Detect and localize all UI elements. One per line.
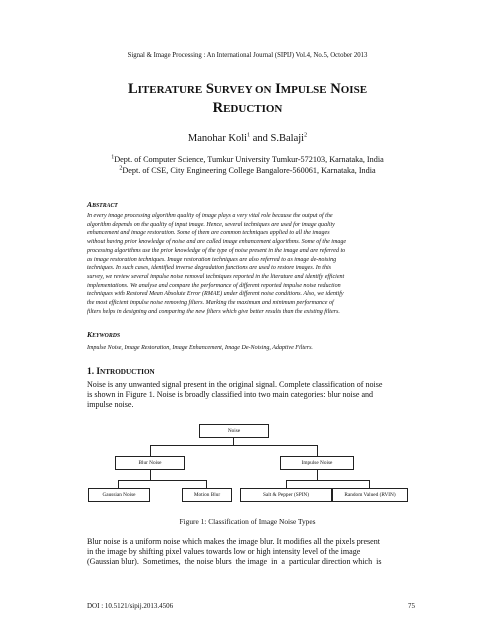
title-line-1: LITERATURE SURVEY ON IMPULSE NOISE <box>127 81 368 97</box>
node-gaussian-noise: Gaussian Noise <box>88 488 150 502</box>
affiliation: $^2$Dept. of CSE, City Engineering College Bangalore-560061, Karnataka, India <box>119 165 376 175</box>
introduction-paragraph: Noise is any unwanted signal present in the original signal. Complete classification of noise is shown in Figure 1. Noise is broadly classified into two main categories: blur noise and impulse noise. <box>87 380 383 410</box>
node-noise: Noise <box>199 424 269 438</box>
node-random-valued: Random Valued (RVIN) <box>332 488 408 502</box>
page-number: 75 <box>408 602 415 610</box>
author-name: S.Balaji <box>270 133 305 144</box>
keywords-heading: KEYWORDS <box>87 330 121 339</box>
keywords-text: Impulse Noise, Image Restoration, Image Enhancement, Image De-Noising, Adaptive Filters. <box>87 345 313 351</box>
introduction-paragraph: Blur noise is a uniform noise which makes the image blur. It modifies all the pixels present in the image by shifting pixel values towards low or high intensity level of the image (Gaussian blur). Sometimes, the noise blurs the image in a particular direction which is <box>87 537 382 567</box>
affiliation: $^1$Dept. of Computer Science, Tumkur University Tumkur-572103, Karnataka, India <box>111 154 384 164</box>
doi: DOI : 10.5121/sipij.2013.4506 <box>87 602 174 610</box>
connector <box>150 445 151 456</box>
figure-caption: Figure 1: Classification of Image Noise Types <box>179 517 316 526</box>
connector <box>150 445 317 446</box>
node-salt-pepper: Salt & Pepper (SPIN) <box>240 488 332 502</box>
connector <box>206 480 207 488</box>
authors: Manohar Koli$^1$ and S.Balaji$^2$ <box>187 132 308 144</box>
node-blur-noise: Blur Noise <box>115 456 185 470</box>
node-motion-blur: Motion Blur <box>182 488 232 502</box>
connector <box>150 470 151 480</box>
introduction-heading: 1. INTRODUCTION <box>87 367 155 377</box>
abstract-heading: ABSTRACT <box>87 200 118 209</box>
connector <box>317 470 318 480</box>
connector <box>317 445 318 456</box>
connector <box>118 480 119 488</box>
connector <box>286 480 287 488</box>
author-name: Manohar Koli <box>187 133 248 144</box>
connector <box>118 480 206 481</box>
connector <box>233 438 234 445</box>
title-line-2: REDUCTION <box>212 99 283 116</box>
node-impulse-noise: Impulse Noise <box>280 456 354 470</box>
connector <box>369 480 370 488</box>
connector <box>286 480 369 481</box>
journal-header: Signal & Image Processing : An International Journal (SIPIJ) Vol.4, No.5, October 2013 <box>127 52 368 59</box>
abstract-body: In every image processing algorithm quality of image plays a very vital role because the output of the algorithm depends on the quality of input image. Hence, several techniques are used for image quality enhancement and image restoration. Some of them are common techniques applied to all the images without having prior knowledge of noise and are called image enhancement algorithms. Some of the image processing algorithms use the prior knowledge of the type of noise present in the image and are referred to as image restoration techniques. Image restoration techniques are also referred to as image de-noising techniques. In such cases, identified inverse degradation functions are used to restore images. In this survey, we review several impulse noise removal techniques reported in the literature and identify efficient implementations. We analyse and compare the performance of different reported impulse noise reduction techniques with Restored Mean Absolute Error (RMAE) under different noise conditions. Also, we identify the most efficient impulse noise removing filters. Marking the maximum and minimum performance of filters helps in designing and comparing the new filters which give better results than the existing filters. <box>87 213 347 315</box>
